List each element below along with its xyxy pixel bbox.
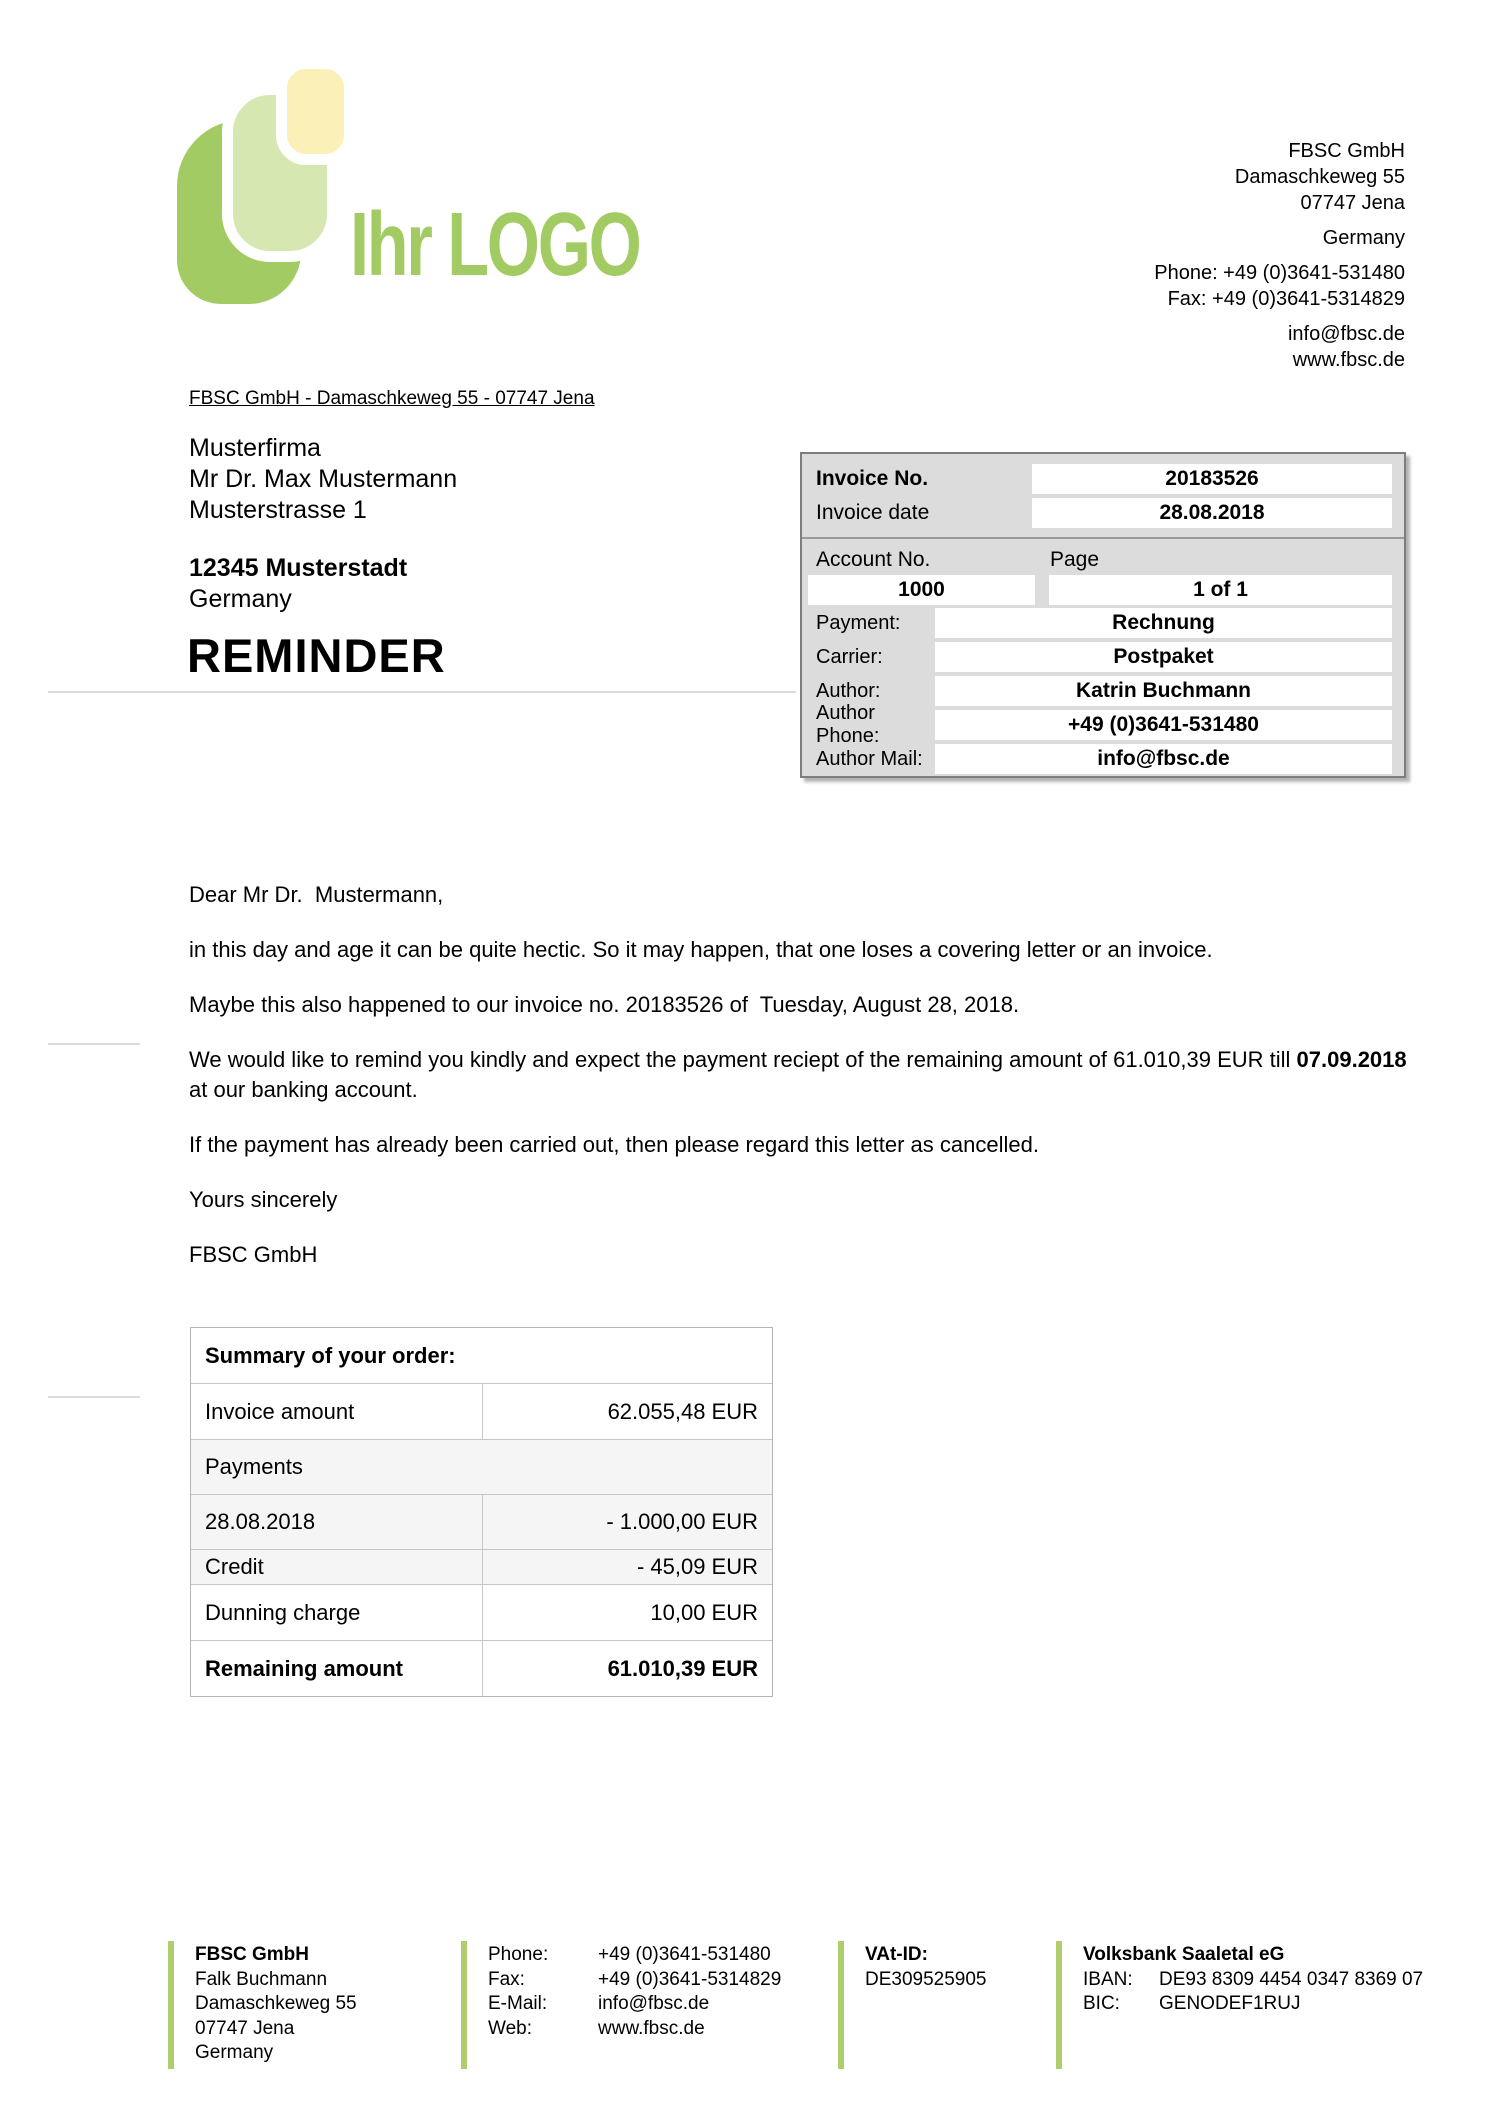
table-row-invoice-amount [191,1383,772,1439]
carrier-value: Postpaket [935,642,1392,672]
footer-vat-column [838,1941,987,2069]
table-row-remaining-amount [191,1640,772,1696]
order-summary-table [190,1327,773,1697]
footer-street: Damaschkeweg 55 [195,1993,357,2014]
account-no-value: 1000 [808,575,1035,605]
page-value: 1 of 1 [1049,575,1392,605]
footer-contact-person: Falk Buchmann [195,1968,328,1990]
logo-leaf-yellow-icon [276,58,355,165]
footer-fax-value: +49 (0)3641-5314829 [598,1968,782,1990]
letter-body [189,880,1414,1295]
footer-country: Germany [195,2042,274,2063]
footer-bic-label: BIC: [1083,1993,1120,2014]
footer-bic-value: GENODEF1RUJ [1159,1993,1301,2014]
letterhead-company-name: FBSC GmbH [1288,140,1405,162]
summary-title: Summary of your order: [205,1342,456,1368]
separator-rule [48,691,796,693]
letterhead-phone: Phone: +49 (0)3641-531480 [1154,262,1405,284]
footer-email-value: info@fbsc.de [598,1993,710,2014]
row-value: 61.010,39 EUR [607,1655,758,1681]
row-value: - 1.000,00 EUR [606,1509,758,1534]
letterhead-company-block [1154,138,1405,373]
row-label: Dunning charge [191,1585,483,1640]
page-label: Page [1050,548,1100,571]
invoice-box-divider [802,537,1404,539]
carrier-label: Carrier: [816,645,883,668]
row-value: 10,00 EUR [650,1599,758,1625]
fold-mark [48,1396,140,1398]
paragraph-1: in this day and age it can be quite hectic. So it may happen, that one loses a covering letter or an invoice. [189,937,1213,962]
salutation: Dear Mr Dr. Mustermann, [189,882,444,907]
recipient-address [189,433,457,615]
footer-fax-label: Fax: [488,1968,525,1990]
footer-phone-value: +49 (0)3641-531480 [598,1944,771,1965]
author-phone-label: Author Phone: [816,702,880,747]
row-label: Remaining amount [191,1641,483,1696]
paragraph-3 [189,1045,1414,1105]
row-value: - 45,09 EUR [636,1554,758,1579]
footer-contact-column [461,1941,781,2069]
account-no-label: Account No. [816,548,931,571]
letterhead-street: Damaschkeweg 55 [1234,166,1405,188]
due-date: 07.09.2018 [1296,1047,1407,1072]
payment-label: Payment: [816,611,901,634]
row-label: Invoice amount [191,1384,483,1439]
footer-email-label: E-Mail: [488,1993,548,2014]
recipient-company: Musterfirma [189,434,321,462]
letterhead-email: info@fbsc.de [1287,323,1405,345]
fold-mark [48,1043,140,1045]
letterhead-country: Germany [1322,227,1405,249]
recipient-street: Musterstrasse 1 [189,496,367,524]
paragraph-3-text: We would like to remind you kindly and expect the payment reciept of the remaining amount of 61.010,39 EUR till [189,1047,1297,1072]
table-row-dunning-charge [191,1584,772,1640]
invoice-no-label: Invoice No. [816,467,929,490]
letterhead-web: www.fbsc.de [1292,349,1405,371]
footer-bank-name: Volksbank Saaletal eG [1083,1944,1285,1965]
row-value: 62.055,48 EUR [607,1398,758,1424]
logo-text: Ihr LOGO [350,195,640,295]
sender-return-address: FBSC GmbH - Damaschkeweg 55 - 07747 Jena [189,388,595,409]
payment-value: Rechnung [935,608,1392,638]
paragraph-4: If the payment has already been carried out, then please regard this letter as cancelled. [189,1132,1039,1157]
footer-iban-label: IBAN: [1083,1968,1133,1990]
invoice-date-value: 28.08.2018 [1032,498,1392,528]
footer-iban-value: DE93 8309 4454 0347 8369 07 [1159,1968,1424,1990]
footer-phone-label: Phone: [488,1944,549,1965]
recipient-city: 12345 Musterstadt [189,554,408,582]
table-row-payments [191,1439,772,1494]
author-value: Katrin Buchmann [935,676,1392,706]
paragraph-3-tail: at our banking account. [189,1047,1413,1102]
invoice-info-table [800,452,1406,778]
table-row-payment-date [191,1494,772,1549]
footer-bank-column [1056,1941,1423,2069]
author-label: Author: [816,679,881,702]
page-title: REMINDER [187,629,446,682]
letterhead-city: 07747 Jena [1300,192,1405,214]
letterhead-fax: Fax: +49 (0)3641-5314829 [1167,288,1405,310]
footer-company-name: FBSC GmbH [195,1944,309,1965]
invoice-no-value: 20183526 [1032,464,1392,494]
row-label: Credit [191,1550,483,1584]
table-row-credit [191,1549,772,1584]
author-mail-value: info@fbsc.de [935,744,1392,774]
recipient-name: Mr Dr. Max Mustermann [189,465,458,493]
row-label: 28.08.2018 [191,1495,483,1549]
footer-vat-value: DE309525905 [865,1968,987,1990]
author-phone-value: +49 (0)3641-531480 [935,710,1392,740]
footer-city: 07747 Jena [195,2017,295,2039]
signature: FBSC GmbH [189,1242,318,1267]
recipient-country: Germany [189,585,292,613]
row-label: Payments [205,1454,303,1479]
footer-web-label: Web: [488,2017,533,2039]
invoice-date-label: Invoice date [816,501,930,524]
footer-company-column [168,1941,357,2069]
closing: Yours sincerely [189,1187,338,1212]
paragraph-2: Maybe this also happened to our invoice no. 20183526 of Tuesday, August 28, 2018. [189,992,1020,1017]
footer-web-value: www.fbsc.de [598,2017,705,2039]
footer-vat-label: VAt-ID: [865,1944,928,1965]
author-mail-label: Author Mail: [816,747,923,770]
